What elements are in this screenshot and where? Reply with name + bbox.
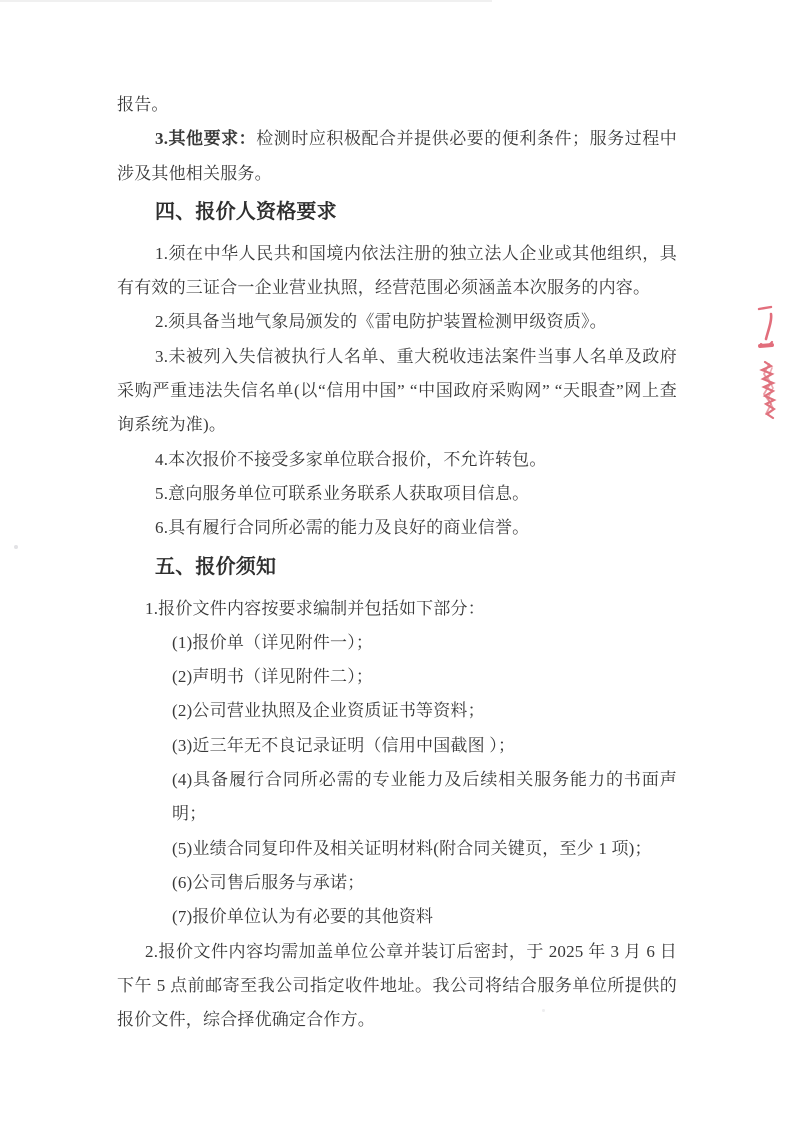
- qualification-item-4: 4.本次报价不接受多家单位联合报价，不允许转包。: [155, 449, 547, 469]
- other-requirements-label: 3.其他要求：: [155, 129, 257, 149]
- quotation-subitem-8: (7)报价单位认为有必要的其他资料: [172, 907, 434, 927]
- quotation-subitem-4: (3)近三年无不良记录证明（信用中国截图 ）；: [172, 735, 516, 755]
- quotation-subitem-5: (4)具备履行合同所必需的专业能力及后续相关服务能力的书面声明；: [172, 770, 677, 824]
- other-requirements-text: 检测时应积极配合并提供必要的便利条件；服务过程中涉及其他相关服务。: [117, 129, 677, 183]
- document-body: [117, 88, 677, 1037]
- qualification-item-3: 3.未被列入失信被执行人名单、重大税收违法案件当事人名单及政府采购严重违法失信名单(以“信用中国” “中国政府采购网” “天眼查”网上查询系统为准)。: [117, 346, 677, 435]
- section-heading-qualifications: 四、报价人资格要求: [155, 200, 337, 223]
- qualification-item-6: 6.具有履行合同所必需的能力及良好的商业信誉。: [155, 518, 530, 538]
- quotation-note-1: 1.报价文件内容按要求编制并包括如下部分：: [145, 598, 485, 618]
- quotation-subitem-3: (2)公司营业执照及企业资质证书等资料；: [172, 701, 485, 721]
- qualification-item-5: 5.意向服务单位可联系业务联系人获取项目信息。: [155, 483, 530, 503]
- quotation-note-2: 2.报价文件内容均需加盖单位公章并装订后密封，于 2025 年 3 月 6 日下午 5 点前邮寄至我公司指定收件地址。我公司将结合服务单位所提供的报价文件，综合择优确定合作方。: [117, 941, 677, 1030]
- quotation-subitem-1: (1)报价单（详见附件一）；: [172, 632, 374, 652]
- scan-speck: [14, 545, 18, 549]
- red-ink-scribble-icon: [750, 356, 784, 424]
- scan-artifact-top-edge: [0, 0, 492, 2]
- quotation-subitem-2: (2)声明书（详见附件二）；: [172, 667, 374, 687]
- section-heading-quotation-notes: 五、报价须知: [155, 555, 277, 578]
- paragraph-other-requirements: [117, 122, 677, 191]
- paragraph-report-tail: 报告。: [117, 95, 169, 114]
- scan-speck: [542, 1009, 545, 1012]
- quotation-subitem-6: (5)业绩合同复印件及相关证明材料(附合同关键页，至少 1 项)；: [172, 838, 652, 858]
- quotation-subitem-7: (6)公司售后服务与承诺；: [172, 872, 365, 892]
- red-ink-tick-icon: [748, 300, 782, 356]
- qualification-item-2: 2.须具备当地气象局颁发的《雷电防护装置检测甲级资质》。: [155, 312, 607, 332]
- qualification-item-1: 1.须在中华人民共和国境内依法注册的独立法人企业或其他组织，具有有效的三证合一企业营业执照，经营范围必须涵盖本次服务的内容。: [117, 243, 677, 298]
